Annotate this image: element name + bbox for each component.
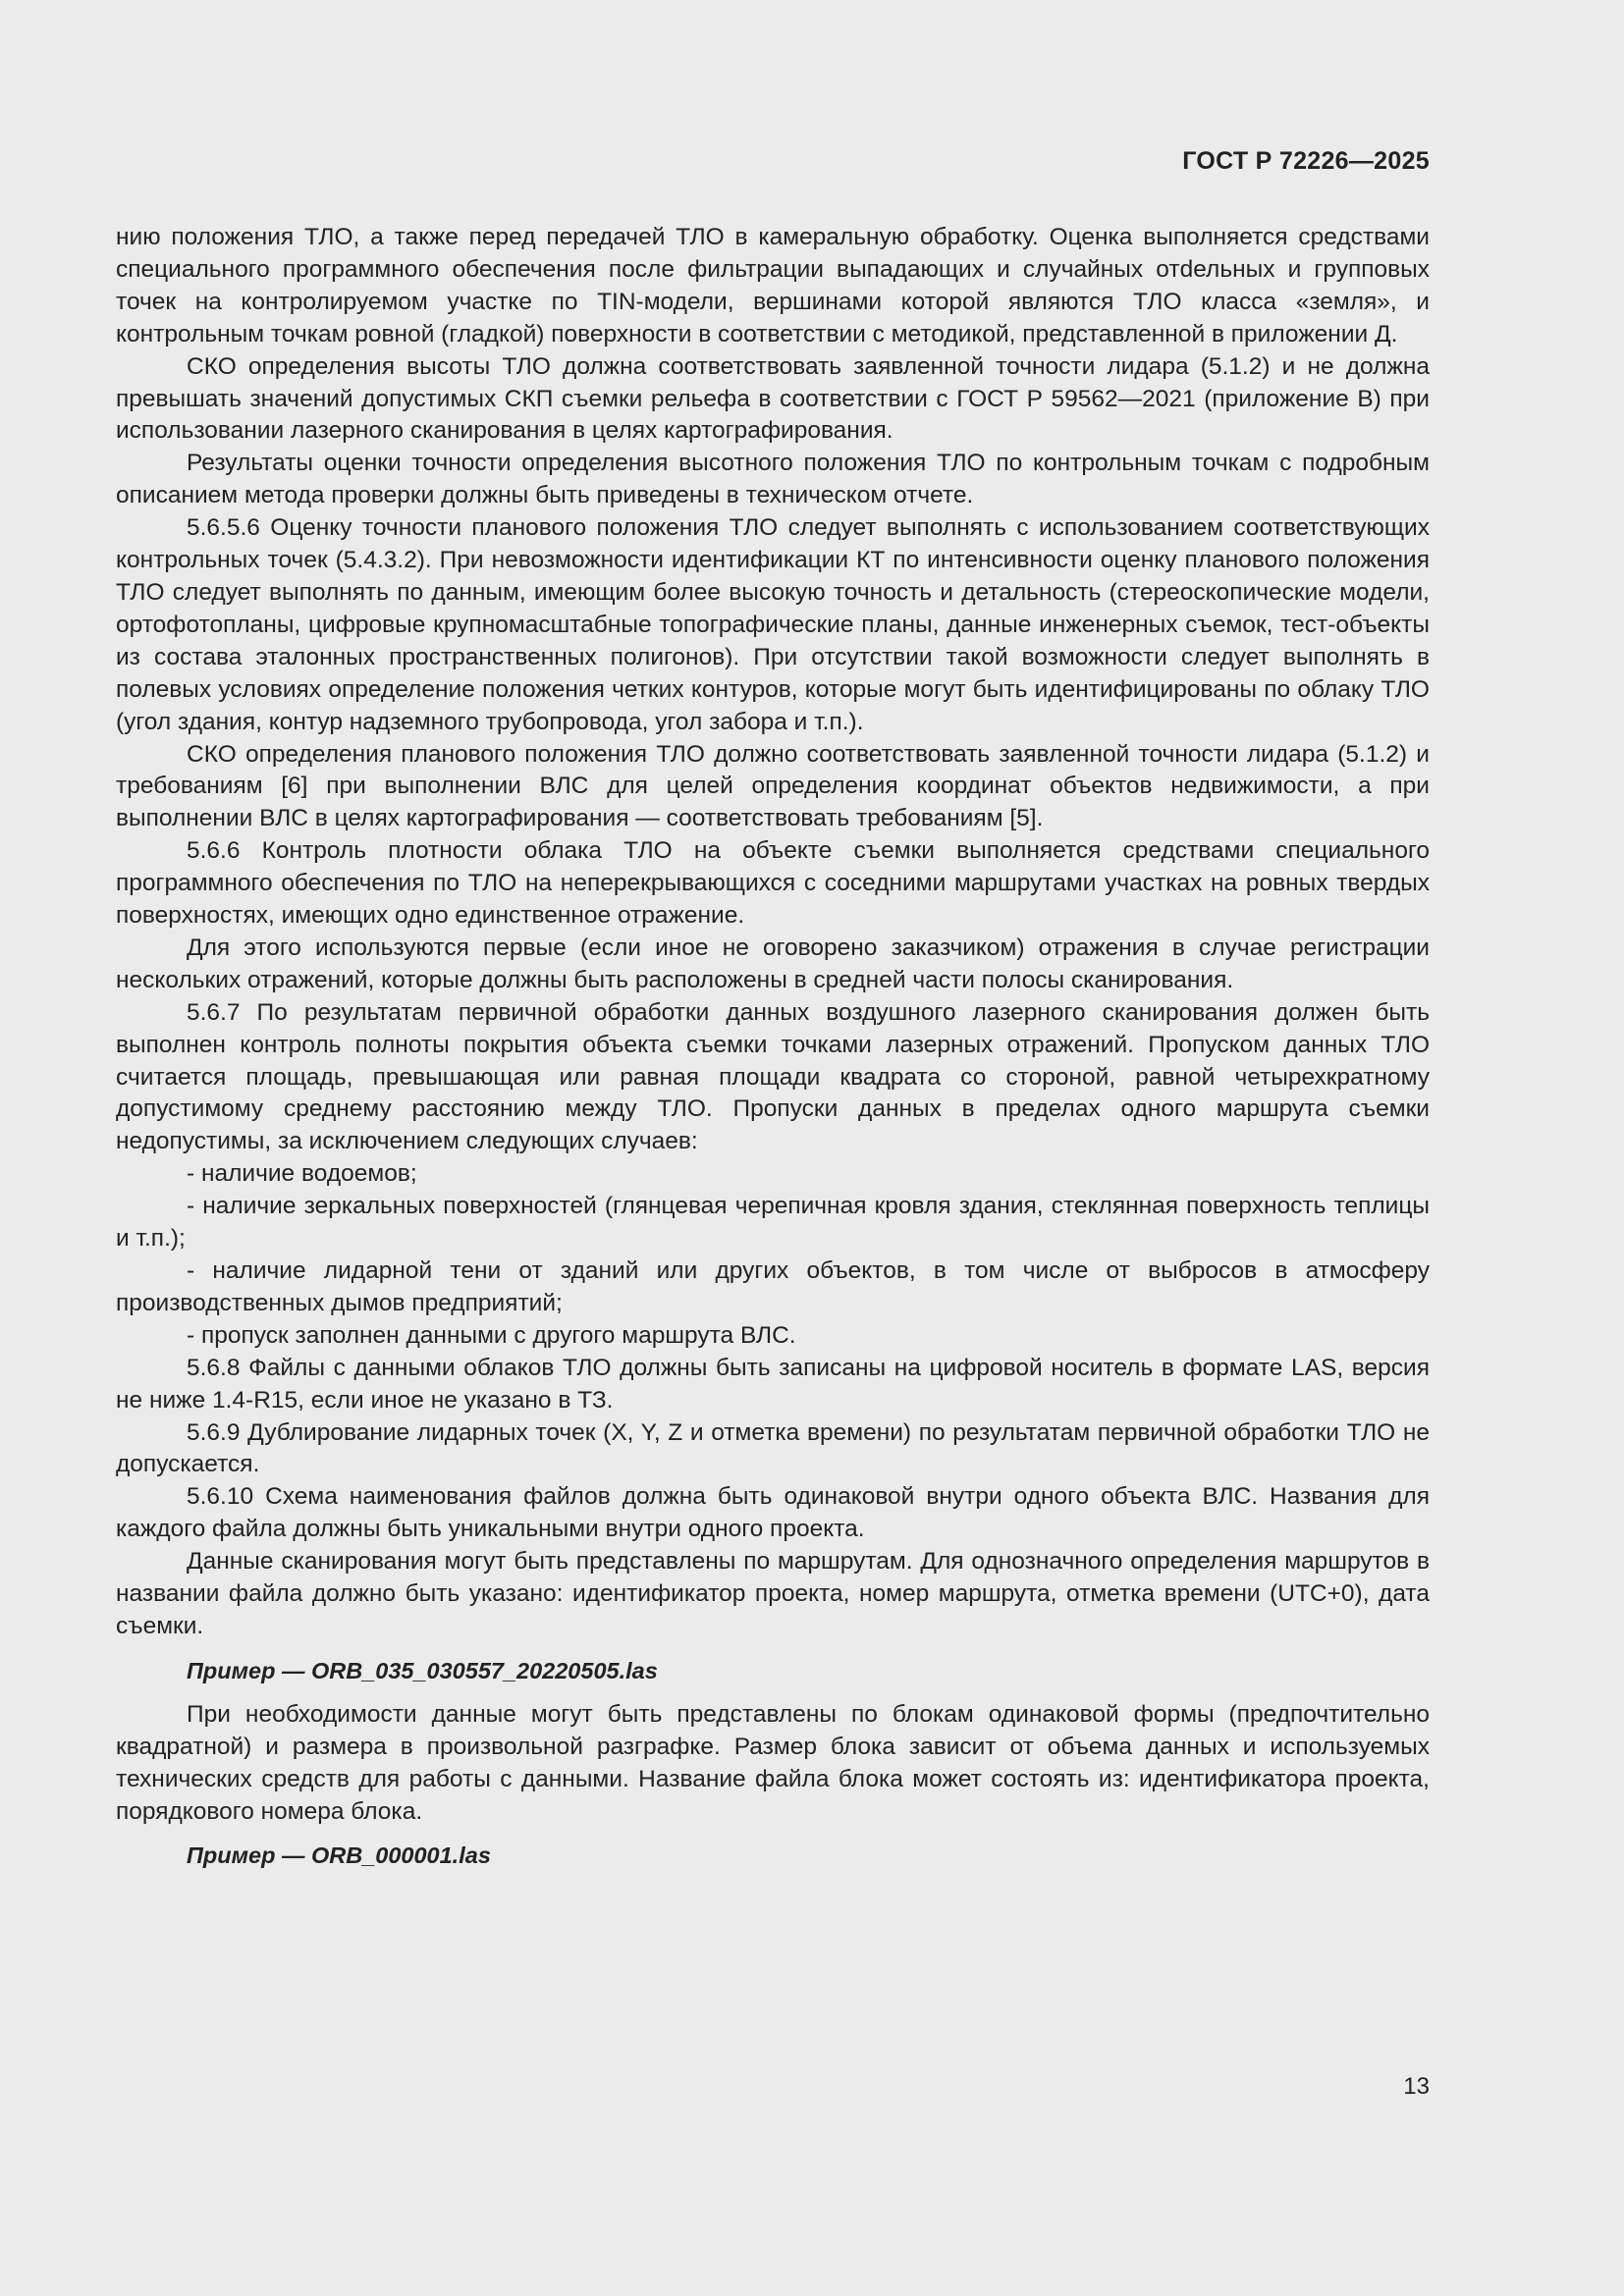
- paragraph: 5.6.7 По результатам первичной обработки данных воздушного лазерного сканирования должен быть выполнен контроль полноты покрытия объекта съемки точками лазерных отражений. Пропуском данных ТЛО считается площадь, превышающая или равная площади квадрата со стороной, равной четырехкратному допустимому среднему расстоянию между ТЛО. Пропуски данных в пределах одного маршрута съемки недопустимы, за исключением следующих случаев:: [116, 998, 1430, 1155]
- example-filename: Пример — ORB_000001.las: [187, 1842, 491, 1869]
- paragraph: 5.6.5.6 Оценку точности планового положения ТЛО следует выполнять с использованием соответствующих контрольных точек (5.4.3.2). При невозможности идентификации КТ по интенсивности оценку планового положения ТЛО следует выполнять по данным, имеющим более высокую точность и детальность (стереоскопические модели, ортофотопланы, цифровые крупномасштабные топографические планы, данные инженерных съемок, тест-объекты из состава эталонных пространственных полигонов). При отсутствии такой возможности следует выполнять в полевых условиях определение положения четких контуров, которые могут быть идентифицированы по облаку ТЛО (угол здания, контур надземного трубопровода, угол забора и т.п.).: [116, 514, 1430, 735]
- paragraph: При необходимости данные могут быть представлены по блокам одинаковой формы (предпочтительно квадратной) и размера в произвольной разграфке. Размер блока зависит от объема данных и используемых технических средств для работы с данными. Название файла блока может состоять из: идентификатора проекта, порядкового номера блока.: [116, 1700, 1430, 1825]
- list-item: - наличие зеркальных поверхностей (глянцевая черепичная кровля здания, стеклянная поверхность теплицы и т.п.);: [116, 1193, 1430, 1253]
- paragraph: СКО определения высоты ТЛО должна соответствовать заявленной точности лидара (5.1.2) и не должна превышать значений допустимых СКП съемки рельефа в соответствии с ГОСТ Р 59562—2021 (приложение В) при использовании лазерного сканирования в целях картографирования.: [116, 352, 1430, 445]
- paragraph: Результаты оценки точности определения высотного положения ТЛО по контрольным точкам с подробным описанием метода проверки должны быть приведены в техническом отчете.: [116, 450, 1430, 509]
- paragraph: 5.6.10 Схема наименования файлов должна быть одинаковой внутри одного объекта ВЛС. Названия для каждого файла должны быть уникальными внутри одного проекта.: [116, 1483, 1430, 1543]
- list-item: - наличие водоемов;: [187, 1160, 417, 1188]
- paragraph: СКО определения планового положения ТЛО должно соответствовать заявленной точности лидара (5.1.2) и требованиям [6] при выполнении ВЛС для целей определения координат объектов недвижимости, а при выполнении ВЛС в целях картографирования — соответствовать требованиям [5].: [116, 740, 1430, 832]
- page-number: 13: [1403, 2073, 1430, 2100]
- paragraph: Для этого используются первые (если иное не оговорено заказчиком) отражения в случае регистрации нескольких отражений, которые должны быть расположены в средней части полосы сканирования.: [116, 934, 1430, 993]
- example-filename: Пример — ORB_035_030557_20220505.las: [187, 1657, 658, 1683]
- paragraph: нию положения ТЛО, а также перед передачей ТЛО в камеральную обработку. Оценка выполняется средствами специального программного обеспечения после фильтрации выпадающих и случайных отdельных и групповых точек на контролируемом участке по TIN-модели, вершинами которой являются ТЛО класса «земля», и контрольным точкам ровной (гладкой) поверхности в соответствии с методикой, представленной в приложении Д.: [116, 224, 1430, 347]
- paragraph: 5.6.9 Дублирование лидарных точек (X, Y, Z и отметка времени) по результатам первичной обработки ТЛО не допускается.: [116, 1418, 1430, 1478]
- document-body: [116, 222, 1430, 1884]
- list-item: - пропуск заполнен данными с другого маршрута ВЛС.: [187, 1321, 796, 1349]
- list-item: - наличие лидарной тени от зданий или других объектов, в том числе от выбросов в атмосферу производственных дымов предприятий;: [116, 1257, 1430, 1316]
- paragraph: 5.6.6 Контроль плотности облака ТЛО на объекте съемки выполняется средствами специального программного обеспечения по ТЛО на неперекрывающихся с соседними маршрутами участках на ровных твердых поверхностях, имеющих одно единственное отражение.: [116, 837, 1430, 930]
- paragraph: 5.6.8 Файлы с данными облаков ТЛО должны быть записаны на цифровой носитель в формате LAS, версия не ниже 1.4-R15, если иное не указано в ТЗ.: [116, 1354, 1430, 1414]
- paragraph: Данные сканирования могут быть представлены по маршрутам. Для однозначного определения маршрутов в названии файла должно быть указано: идентификатор проекта, номер маршрута, отметка времени (UTC+0), дата съемки.: [116, 1548, 1430, 1639]
- document-code-header: ГОСТ Р 72226—2025: [1182, 147, 1430, 175]
